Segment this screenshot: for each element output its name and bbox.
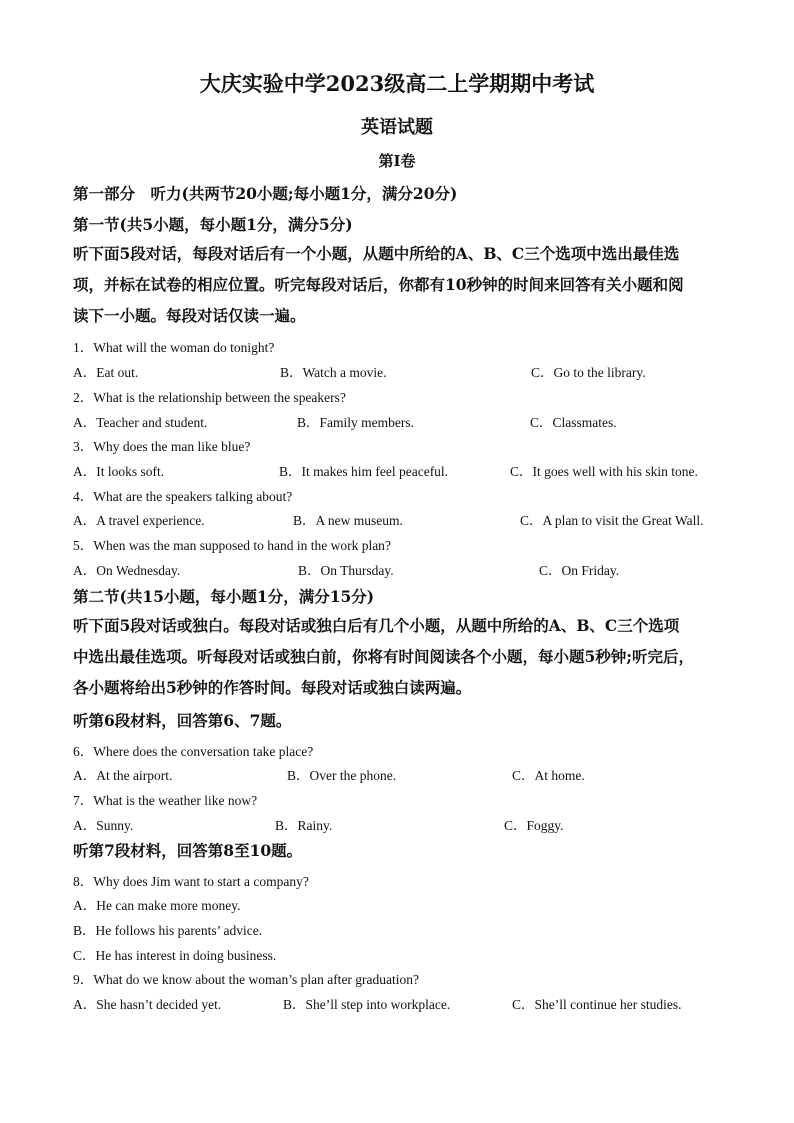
instruction-line: 听下面5段对话或独白。每段对话或独白后有几个小题，从题中所给的A、B、C三个选项 [73,616,680,635]
section2-instructions [73,610,718,703]
q4-option-c: C．A plan to visit the Great Wall. [520,513,704,528]
q7-option-b: B．Rainy. [275,818,333,833]
q3-option-b: B．It makes him feel peaceful. [279,464,449,479]
q5-option-b: B．On Thursday. [298,563,394,578]
question-4: 4．What are the speakers talking about? [73,489,293,504]
q1-option-c: C．Go to the library. [531,365,646,380]
q1-option-a: A．Eat out. [73,365,139,380]
q6-option-c: C．At home. [512,768,585,783]
question-8: 8．Why does Jim want to start a company? [73,874,309,889]
material-6-heading: 听第6段材料，回答第6、7题。 [73,711,292,730]
q8-option-b: B．He follows his parents’ advice. [73,923,263,938]
material-7-heading: 听第7段材料，回答第8至10题。 [73,841,303,860]
q4-option-b: B．A new museum. [293,513,403,528]
instruction-line: 听下面5段对话，每段对话后有一个小题，从题中所给的A、B、C三个选项中选出最佳选 [73,244,680,263]
q7-option-a: A．Sunny. [73,818,134,833]
q6-option-b: B．Over the phone. [287,768,397,783]
q8-option-c: C．He has interest in doing business. [73,948,277,963]
question-9: 9．What do we know about the woman’s plan after graduation? [73,972,420,987]
q9-option-b: B．She’ll step into workplace. [283,997,451,1012]
q3-option-c: C．It goes well with his skin tone. [510,464,698,479]
q4-option-a: A．A travel experience. [73,513,205,528]
q2-option-b: B．Family members. [297,415,414,430]
instruction-line: 项，并标在试卷的相应位置。听完每段对话后，你都有10秒钟的时间来回答有关小题和阅 [73,275,684,294]
question-6: 6．Where does the conversation take place? [73,744,314,759]
question-5: 5．When was the man supposed to hand in the work plan? [73,538,391,553]
q1-option-b: B．Watch a movie. [280,365,387,380]
q5-option-a: A．On Wednesday. [73,563,181,578]
instruction-line: 各小题将给出5秒钟的作答时间。每段对话或独白读两遍。 [73,678,472,697]
question-1: 1．What will the woman do tonight? [73,340,275,355]
section1-heading: 第一节(共5小题，每小题1分，满分5分) [73,215,353,234]
q5-option-c: C．On Friday. [539,563,620,578]
q9-option-c: C．She’ll continue her studies. [512,997,682,1012]
question-7: 7．What is the weather like now? [73,793,258,808]
q2-option-a: A．Teacher and student. [73,415,208,430]
section1-instructions [73,238,718,331]
instruction-line: 读下一小题。每段对话仅读一遍。 [73,306,306,325]
exam-title: 大庆实验中学2023级高二上学期期中考试 [199,71,595,96]
section2-heading: 第二节(共15小题，每小题1分，满分15分) [73,587,375,606]
instruction-line: 中选出最佳选项。听每段对话或独白前，你将有时间阅读各个小题，每小题5秒钟;听完后， [73,647,695,666]
question-3: 3．Why does the man like blue? [73,439,251,454]
part1-heading: 第一部分 听力(共两节20小题;每小题1分，满分20分) [73,184,458,203]
q6-option-a: A．At the airport. [73,768,173,783]
q8-option-a: A．He can make more money. [73,898,241,913]
volume-label: 第I卷 [378,152,416,170]
q7-option-c: C．Foggy. [504,818,564,833]
question-2: 2．What is the relationship between the speakers? [73,390,346,405]
q2-option-c: C．Classmates. [530,415,617,430]
exam-subtitle: 英语试题 [361,117,433,138]
q3-option-a: A．It looks soft. [73,464,165,479]
q9-option-a: A．She hasn’t decided yet. [73,997,222,1012]
